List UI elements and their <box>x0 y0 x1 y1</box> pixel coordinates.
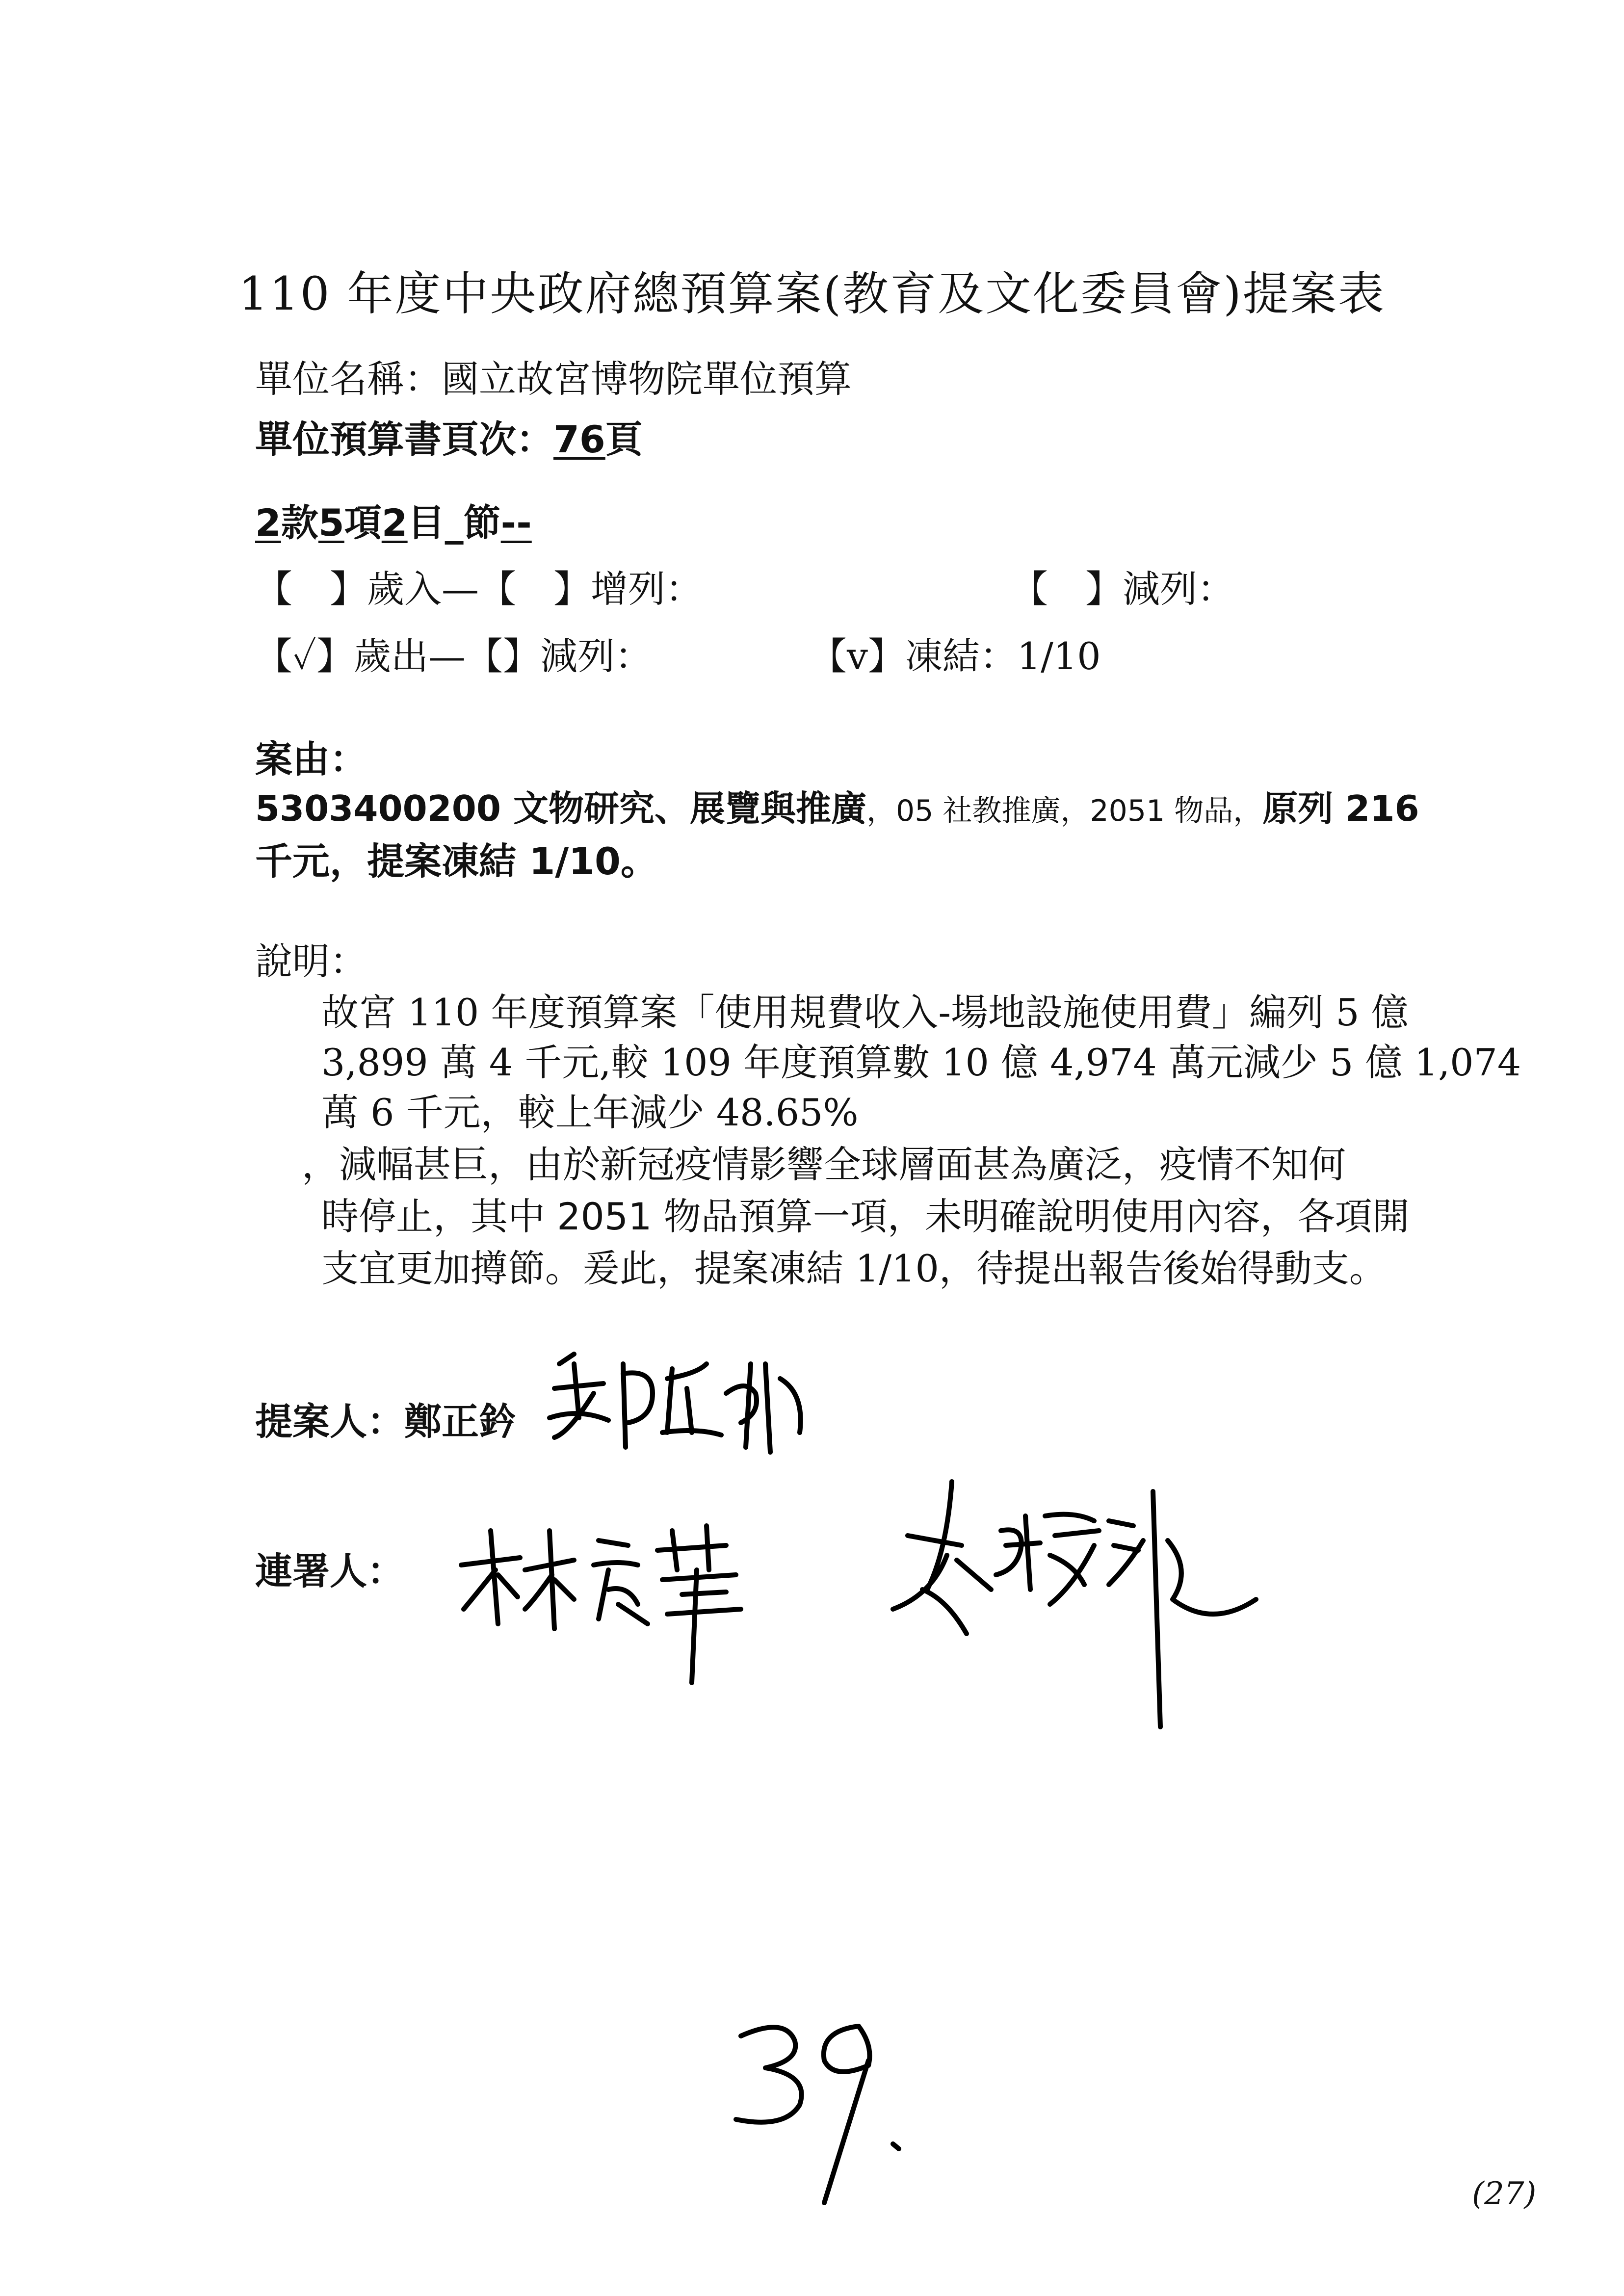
reason-detail: ，05 社教推廣，2051 物品， <box>866 794 1263 828</box>
explanation-line: 時停止，其中 2051 物品預算一項，未明確說明使用內容，各項開 <box>321 1195 1410 1238</box>
proposer-label: 提案人：鄭正鈐 <box>255 1400 516 1443</box>
revenue-label: 歲入— <box>367 567 479 611</box>
jie-value: -- <box>500 501 532 545</box>
reason-code-title: 5303400200 文物研究、展覽與推廣 <box>255 788 867 829</box>
page-reference-suffix: 頁 <box>605 417 643 461</box>
expense-row-right <box>810 634 1101 678</box>
explanation-heading: 說明： <box>255 939 367 983</box>
jie-label: 節 <box>463 501 501 545</box>
page-reference <box>255 417 643 461</box>
reason-original-amount: 原列 216 <box>1262 788 1419 829</box>
cosigners-label: 連署人： <box>255 1549 404 1593</box>
mu-label: 目 <box>407 501 445 545</box>
explanation-line: 故宮 110 年度預算案「使用規費收入-場地設施使用費」編列 5 億 <box>321 991 1409 1034</box>
page-number-value: 76 <box>553 417 605 461</box>
increase-label: 增列： <box>591 567 703 611</box>
revenue-row-right <box>1011 567 1234 611</box>
explanation-line: 萬 6 千元，較上年減少 48.65% <box>321 1091 859 1134</box>
corner-mark: (27) <box>1472 2176 1537 2212</box>
revenue-checkbox: 【 】 <box>255 567 367 611</box>
reason-line-1 <box>255 788 1419 829</box>
expense-decrease-checkbox: 【】 <box>466 634 541 678</box>
mu-value: 2 <box>381 501 408 545</box>
expense-checkbox: 【✓】 <box>255 634 354 678</box>
expense-decrease-label: 減列： <box>540 634 653 678</box>
increase-checkbox: 【 】 <box>479 567 591 611</box>
explanation-line: 3,899 萬 4 千元,較 109 年度預算數 10 億 4,974 萬元減少 5 億 1,074 <box>321 1041 1521 1084</box>
reason-heading: 案由： <box>255 737 367 781</box>
cosigner-signature-1 <box>451 1511 805 1697</box>
budget-code <box>255 501 532 545</box>
kuan-value: 2 <box>255 501 281 545</box>
page-number-handwritten <box>726 2007 932 2213</box>
kuan-label: 款 <box>281 501 318 545</box>
xiang-label: 項 <box>344 501 382 545</box>
freeze-checkbox: 【v】 <box>810 634 905 678</box>
reason-line-2: 千元，提案凍結 1/10。 <box>255 839 658 883</box>
revenue-row-left <box>255 567 703 611</box>
expense-label: 歲出— <box>354 634 466 678</box>
xiang-value: 5 <box>318 501 344 545</box>
cosigner-signature-2 <box>878 1472 1281 1747</box>
freeze-label: 凍結：1/10 <box>905 634 1101 678</box>
proposer-signature <box>540 1334 814 1462</box>
explanation-line: 支宜更加撙節。爰此，提案凍結 1/10，待提出報告後始得動支。 <box>321 1247 1387 1290</box>
unit-name: 單位名稱：國立故宮博物院單位預算 <box>255 357 852 401</box>
revenue-decrease-checkbox: 【 】 <box>1011 567 1123 611</box>
expense-row-left <box>255 634 653 678</box>
jie-blank: _ <box>445 501 464 545</box>
revenue-decrease-label: 減列： <box>1123 567 1234 611</box>
page-reference-label: 單位預算書頁次： <box>255 417 553 461</box>
explanation-line: ，減幅甚巨，由於新冠疫情影響全球層面甚為廣泛，疫情不知何 <box>302 1143 1346 1186</box>
page-title: 110 年度中央政府總預算案(教育及文化委員會)提案表 <box>238 267 1386 321</box>
